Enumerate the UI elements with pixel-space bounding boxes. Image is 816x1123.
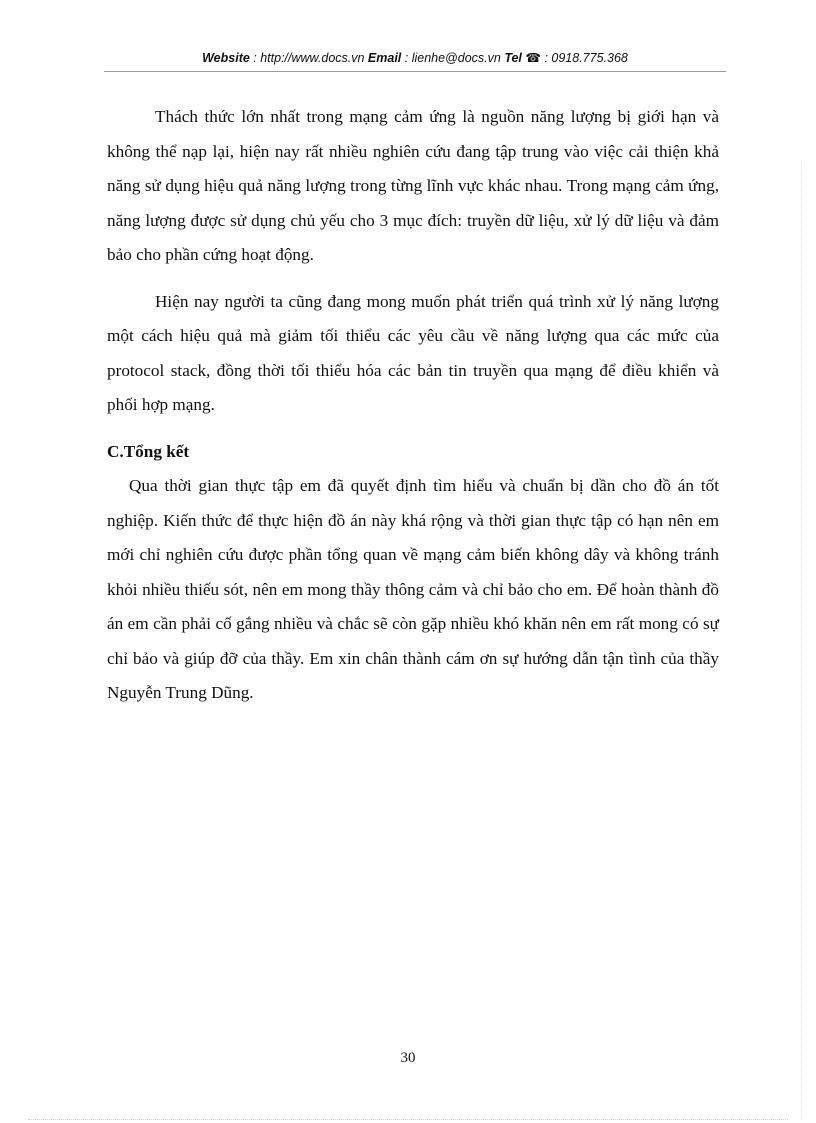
tel-label: Tel — [504, 51, 522, 65]
page-number: 30 — [400, 1050, 416, 1066]
bottom-dotted-border — [28, 1119, 788, 1120]
right-dotted-border — [801, 160, 802, 1120]
section-title: C.Tổng kết — [107, 441, 190, 461]
paragraph-gap — [107, 423, 719, 435]
tel-value: : 0918.775.368 — [540, 51, 628, 65]
paragraph-energy-challenge: Thách thức lớn nhất trong mạng cảm ứng là nguồn năng lượng bị giới hạn và không thể nạp lại, hiện nay rất nhiều nghiên cứu đang tập trung vào việc cải thiện khả năng sử dụng hiệu quả năng lượng trong từng lĩnh vực khác nhau. Trong mạng cảm ứng, năng lượng được sử dụng chủ yếu cho 3 mục đích: truyền dữ liệu, xử lý dữ liệu và đảm bảo cho phần cứng hoạt động. — [107, 107, 719, 264]
website-value: : http://www.docs.vn — [249, 51, 368, 65]
email-value: : lienhe@docs.vn — [401, 51, 505, 65]
header-divider — [104, 71, 726, 72]
paragraph-gap — [107, 273, 719, 285]
page-header — [105, 50, 725, 65]
paragraph-energy-processing: Hiện nay người ta cũng đang mong muốn phát triển quá trình xử lý năng lượng một cách hiệu quả mà giảm tối thiểu các yêu cầu về năng lượng qua các mức của protocol stack, đồng thời tối thiểu hóa các bản tin truyền qua mạng để điều khiển và phối hợp mạng. — [107, 291, 719, 414]
email-label: Email — [367, 51, 402, 65]
website-label: Website — [202, 51, 250, 65]
paragraph-summary: Qua thời gian thực tập em đã quyết định tìm hiểu và chuẩn bị dần cho đồ án tốt nghiệp. Kiến thức để thực hiện đồ án này khá rộng và thời gian thực tập có hạn nên em mới chỉ nghiên cứu được phần tổng quan về mạng cảm biến không dây và không tránh khỏi nhiều thiếu sót, nên em mong thầy thông cảm và chỉ bảo cho em. Để hoàn thành đồ án em cần phải cố gắng nhiều và chắc sẽ còn gặp nhiều khó khăn nên em rất mong có sự chỉ bảo và giúp đỡ của thầy. Em xin chân thành cám ơn sự hướng dẫn tận tình của thầy Nguyễn Trung Dũng. — [107, 476, 719, 702]
body-text — [107, 100, 719, 711]
phone-icon: ☎ — [525, 51, 541, 65]
